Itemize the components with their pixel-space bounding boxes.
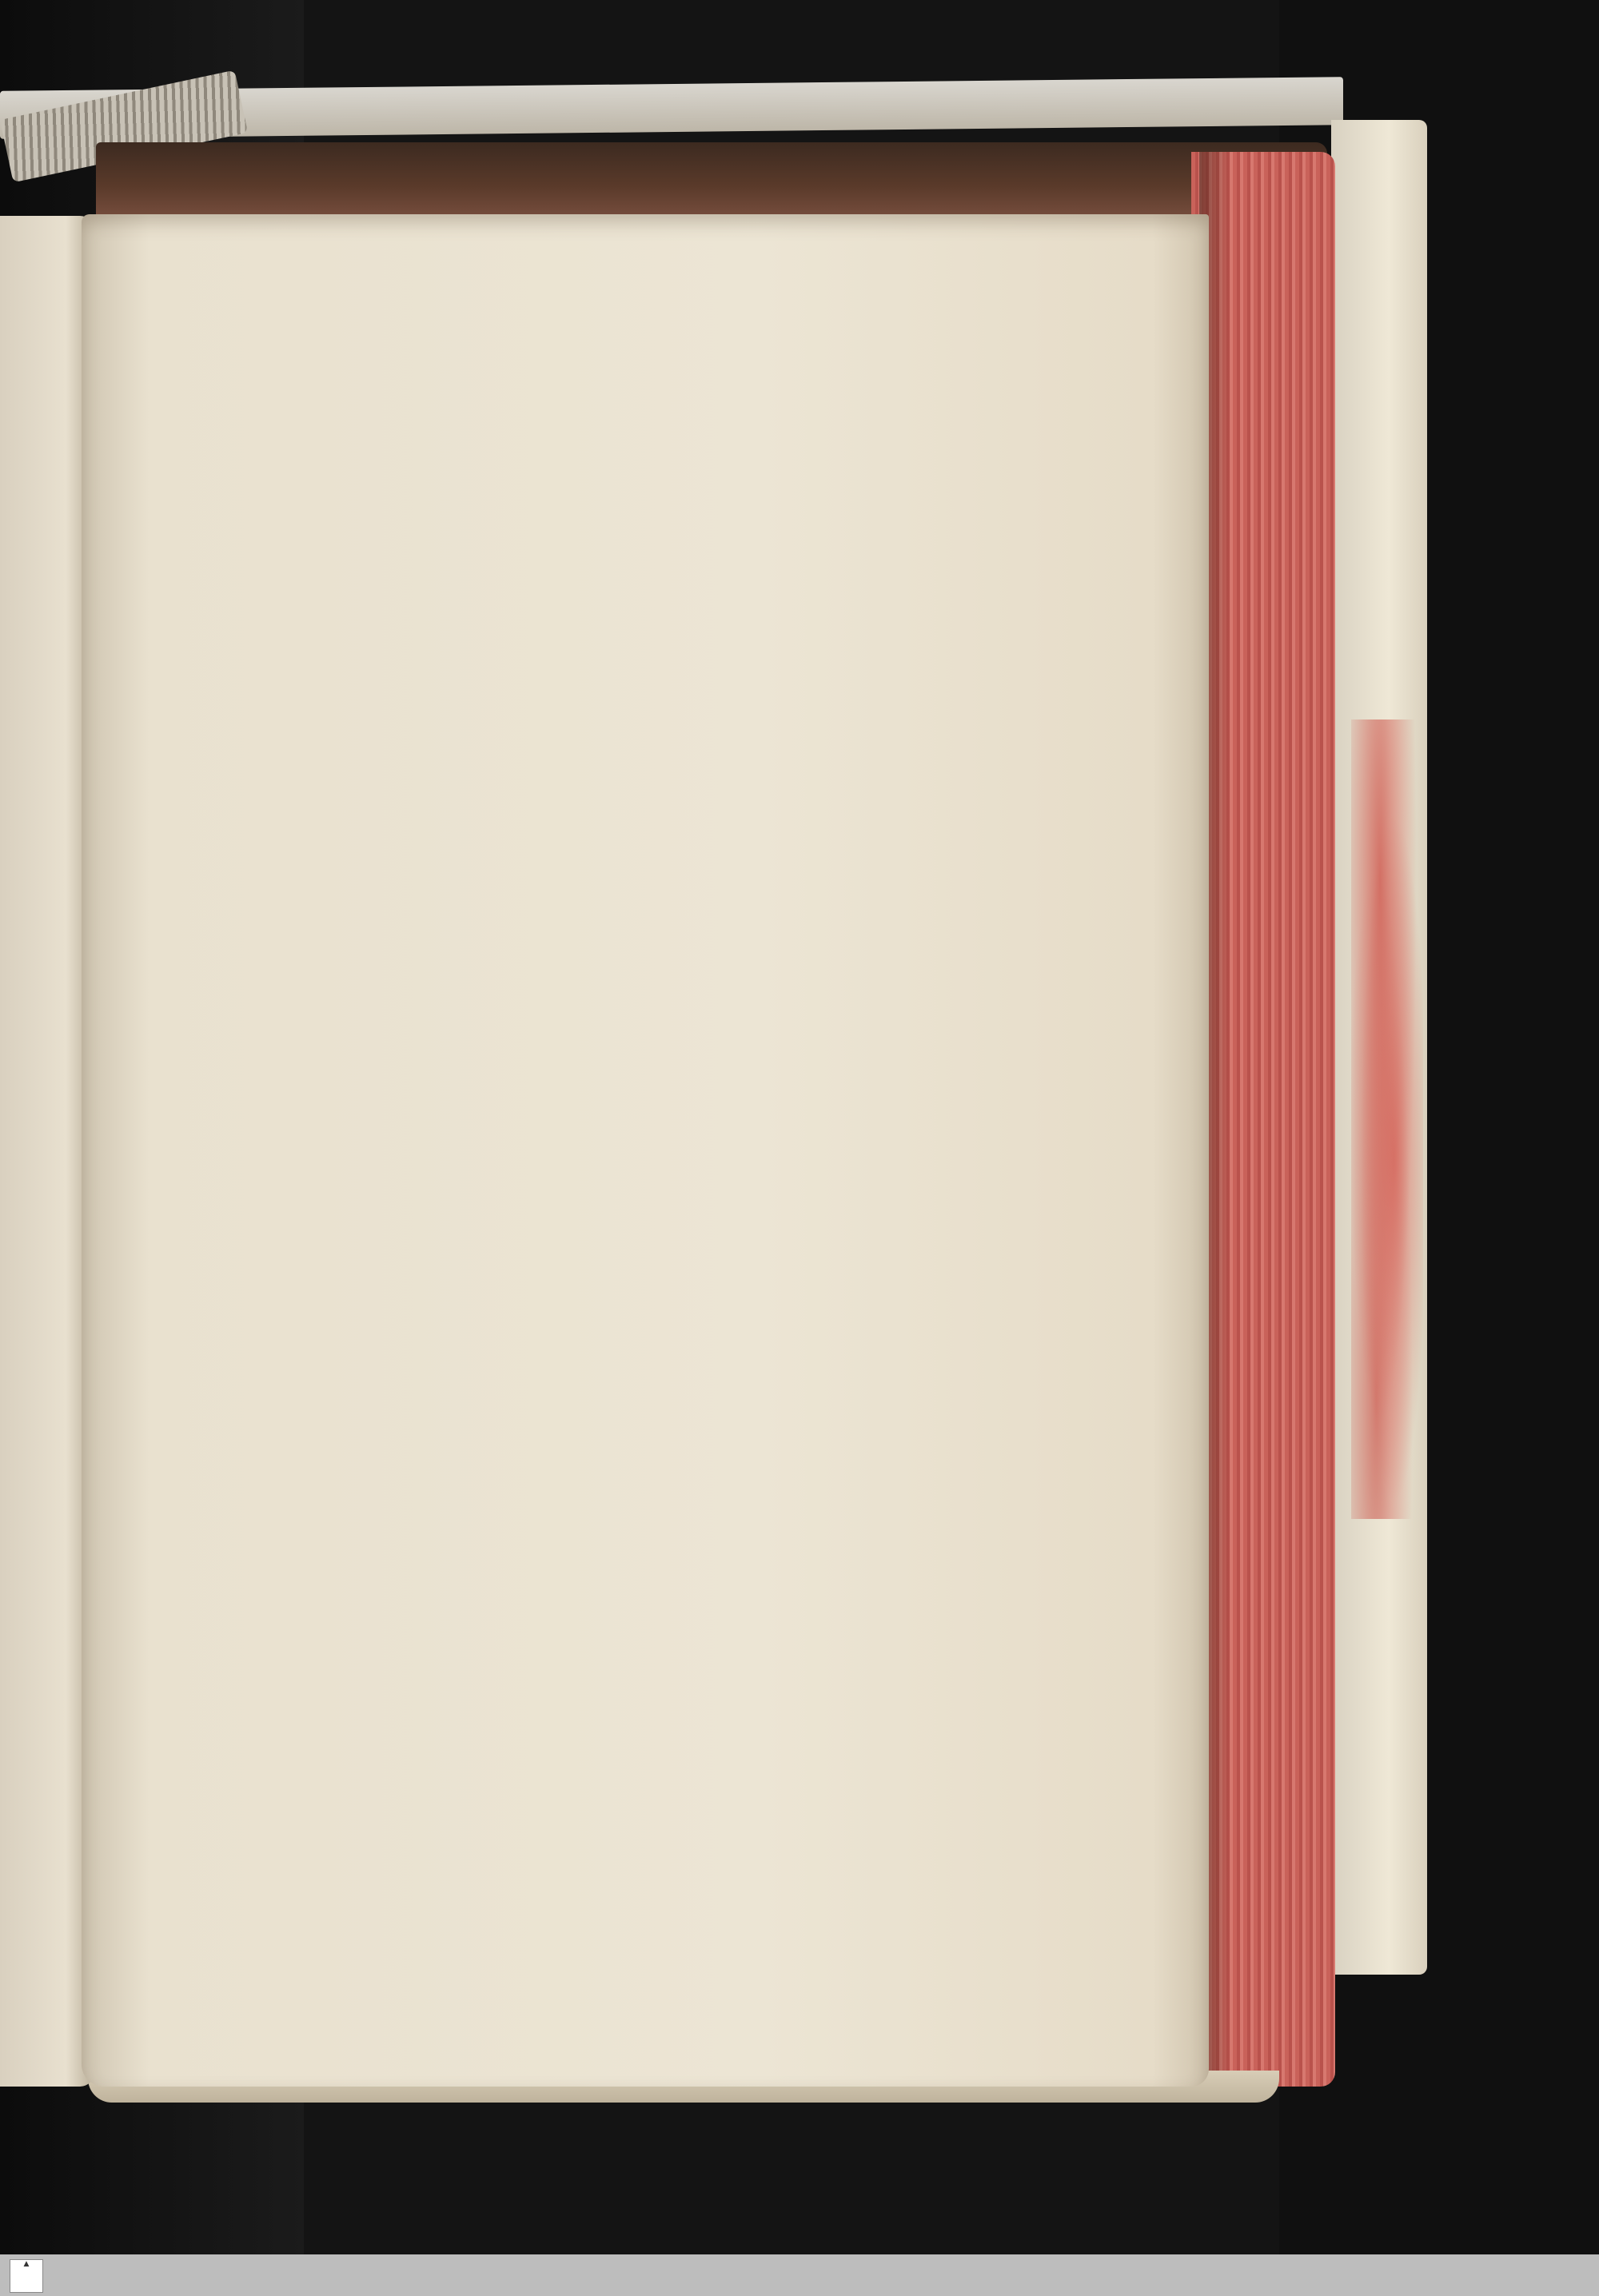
left-page-edge [0,216,94,2087]
marbled-endpaper [1351,719,1423,1519]
library-logo-icon: ▲ [10,2259,43,2293]
right-page [82,214,1209,2087]
footer-bar [0,2254,1599,2296]
page-block-top-edge [96,142,1327,222]
